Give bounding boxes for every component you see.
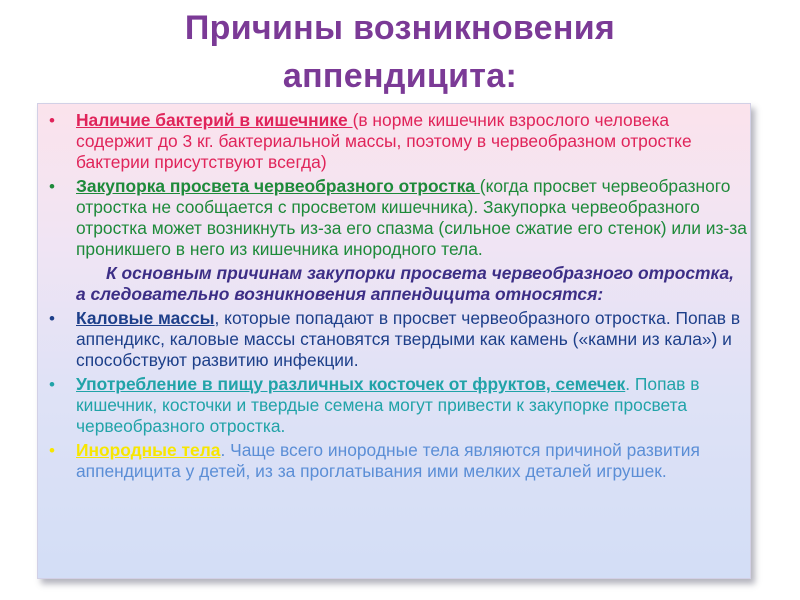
slide-title-line2: аппендицита: [282,57,518,95]
list-item-obstruction [49,176,748,260]
item-text: . Чаще всего инородные тела являются причиной развития аппендицита у детей, из за проглатывания ими мелких деталей игрушек. [76,440,700,481]
item-heading: Наличие бактерий в кишечнике [76,110,353,130]
bullet-icon: • [49,375,55,394]
obstruction-causes-note [76,263,748,305]
item-text: , которые попадают в просвет червеобразного отростка. Попав в аппендикс, каловые массы становятся твердыми как камень («камни из кала») и способствуют развитию инфекции. [76,308,741,370]
list-item-fruit-pits [49,374,748,437]
item-heading: Каловые массы [76,308,215,328]
bullet-icon: • [49,111,55,130]
note-text: К основным причинам закупорки просвета червеобразного отростка, а следовательно возникновения аппендицита относятся: [76,263,735,304]
item-text: . Попав в кишечник, косточки и твердые семена могут привести к закупорке просвета червеобразного отростка. [76,374,700,436]
item-text: (в норме кишечник взрослого человека содержит до 3 кг. бактериальной массы, поэтому в червеобразном отростке бактерии присутствуют всегда) [76,110,692,172]
content-panel [37,103,751,579]
causes-list [49,110,748,485]
item-heading: Закупорка просвета червеобразного отростка [76,176,480,196]
bullet-icon: • [49,309,55,328]
slide-title [0,4,800,100]
item-heading: Употребление в пищу различных косточек от фруктов, семечек [76,374,626,394]
list-item-foreign-bodies [49,440,748,482]
bullet-icon: • [49,441,55,460]
item-heading: Инородные тела [76,440,221,460]
list-item-fecal-masses [49,308,748,371]
list-item-bacteria [49,110,748,173]
bullet-icon: • [49,177,55,196]
slide-title-line1: Причины возникновения [184,9,616,47]
item-text: (когда просвет червеобразного отростка не сообщается с просветом кишечника). Закупорка червеобразного отростка может возникнуть из-за его спазма (сильное сжатие его стенок) или из-за проникшего в него из кишечника инородного тела. [76,176,747,259]
